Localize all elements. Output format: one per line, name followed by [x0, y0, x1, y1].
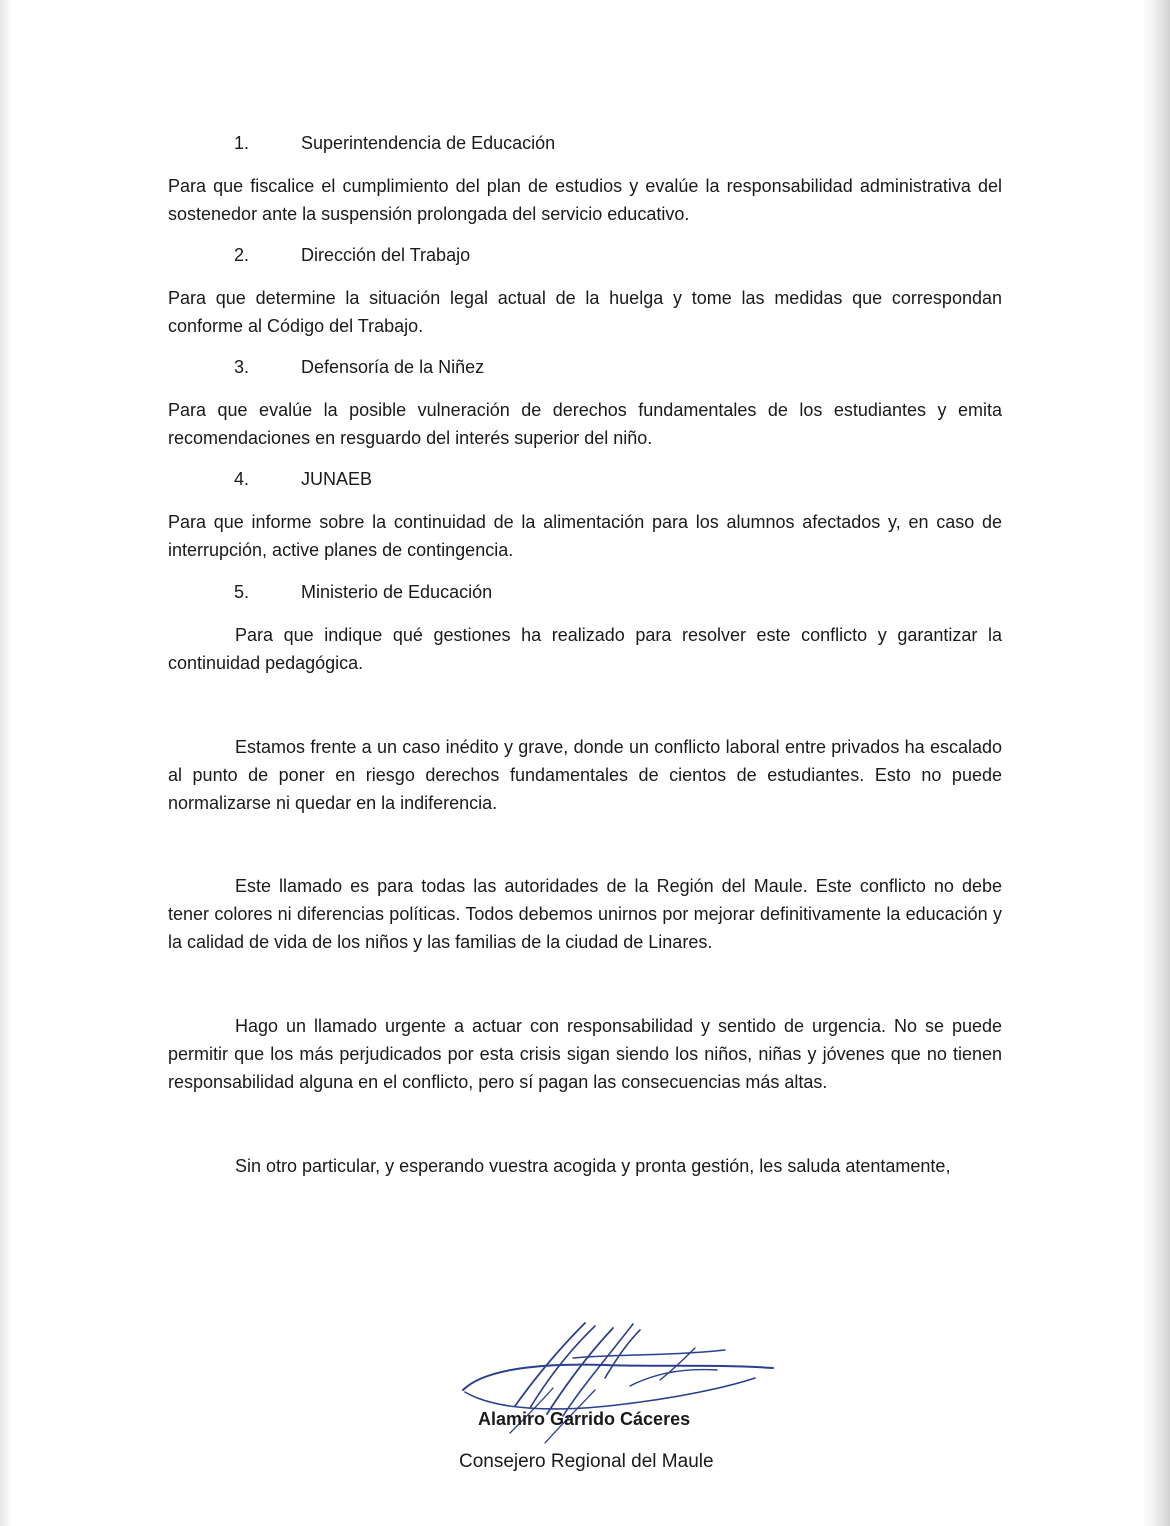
paragraph-llamado-autoridades: Este llamado es para todas las autoridades de la Región del Maule. Este conflicto no debe tener colores ni diferencias políticas. Todos debemos unirnos por mejorar definitivamente la educación y la calidad de vida de los niños y las familias de la ciudad de Linares. — [168, 876, 1002, 952]
section-title: Defensoría de la Niñez — [301, 357, 485, 377]
section-heading-direccion-trabajo — [234, 241, 470, 269]
section-heading-defensoria-ninez — [234, 353, 484, 381]
signer-name: Alamiro Garrido Cáceres — [478, 1409, 691, 1429]
section-heading-ministerio-educacion — [234, 578, 492, 606]
section-title: JUNAEB — [301, 469, 373, 489]
section-title: Ministerio de Educación — [301, 582, 493, 602]
section-heading-junaeb — [234, 465, 372, 493]
section-text-direccion-trabajo: Para que determine la situación legal actual de la huelga y tome las medidas que correspondan conforme al Código del Trabajo. — [168, 288, 1002, 336]
section-number: 3. — [234, 357, 250, 377]
section-heading-superintendencia — [234, 129, 555, 157]
page-edge-shadow-left — [0, 0, 12, 1526]
section-number: 2. — [234, 245, 250, 265]
section-text-junaeb: Para que informe sobre la continuidad de la alimentación para los alumnos afectados y, en caso de interrupción, active planes de contingencia. — [168, 512, 1002, 560]
section-number: 5. — [234, 582, 250, 602]
closing-line: Sin otro particular, y esperando vuestra acogida y pronta gestión, les saluda atentamente, — [235, 1156, 951, 1176]
section-number: 4. — [234, 469, 250, 489]
section-title: Superintendencia de Educación — [301, 133, 556, 153]
section-text-ministerio-educacion: Para que indique qué gestiones ha realizado para resolver este conflicto y garantizar la continuidad pedagógica. — [168, 625, 1002, 673]
section-text-defensoria-ninez: Para que evalúe la posible vulneración de derechos fundamentales de los estudiantes y emita recomendaciones en resguardo del interés superior del niño. — [168, 400, 1002, 448]
section-number: 1. — [234, 133, 250, 153]
signer-role: Consejero Regional del Maule — [459, 1451, 714, 1472]
paragraph-caso-inedito: Estamos frente a un caso inédito y grave, donde un conflicto laboral entre privados ha escalado al punto de poner en riesgo derechos fundamentales de cientos de estudiantes. Esto no puede normalizarse ni quedar en la indiferencia. — [168, 737, 1002, 813]
section-text-superintendencia: Para que fiscalice el cumplimiento del plan de estudios y evalúe la responsabilidad administrativa del sostenedor ante la suspensión prolongada del servicio educativo. — [168, 176, 1002, 224]
page-edge-shadow-right — [1142, 0, 1170, 1526]
paragraph-llamado-urgente: Hago un llamado urgente a actuar con responsabilidad y sentido de urgencia. No se puede permitir que los más perjudicados por esta crisis sigan siendo los niños, niñas y jóvenes que no tienen responsabilidad alguna en el conflicto, pero sí pagan las consecuencias más altas. — [168, 1016, 1002, 1092]
section-title: Dirección del Trabajo — [301, 245, 471, 265]
